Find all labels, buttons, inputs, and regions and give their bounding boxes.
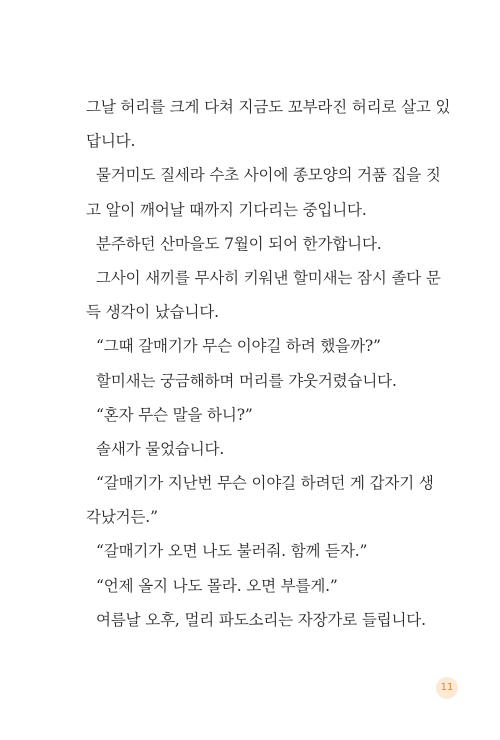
text-line: “혼자 무슨 말을 하니?” [96,405,253,424]
text-line: 분주하던 산마을도 7월이 되어 한가합니다. [96,234,382,253]
text-line: 득 생각이 났습니다. [86,303,219,322]
text-line: 각났거든.” [86,508,158,527]
text-line: “갈매기가 오면 나도 불러줘. 함께 듣자.” [96,542,368,561]
text-line: 여름날 오후, 멀리 파도소리는 자장가로 들립니다. [96,610,426,629]
text-line: 할미새는 궁금해하며 머리를 갸웃거렸습니다. [96,371,397,390]
text-line: “언제 올지 나도 몰라. 오면 부를게.” [96,576,338,595]
text-line: 답니다. [86,132,136,151]
text-line: “그때 갈매기가 무슨 이야길 하려 했을까?” [96,337,381,356]
text-line: 고 알이 깨어날 때까지 기다리는 중입니다. [86,200,367,219]
text-line: 솔새가 물었습니다. [96,439,225,458]
body-text [86,90,451,637]
text-line: 그사이 새끼를 무사히 키워낸 할미새는 잠시 졸다 문 [96,268,441,287]
text-line: 물거미도 질세라 수초 사이에 종모양의 거품 집을 짓 [96,166,441,185]
text-line: “갈매기가 지난번 무슨 이야길 하려던 게 갑자기 생 [96,474,434,493]
page-number: 11 [436,677,458,699]
text-line: 그날 허리를 크게 다쳐 지금도 꼬부라진 허리로 살고 있 [86,98,451,116]
